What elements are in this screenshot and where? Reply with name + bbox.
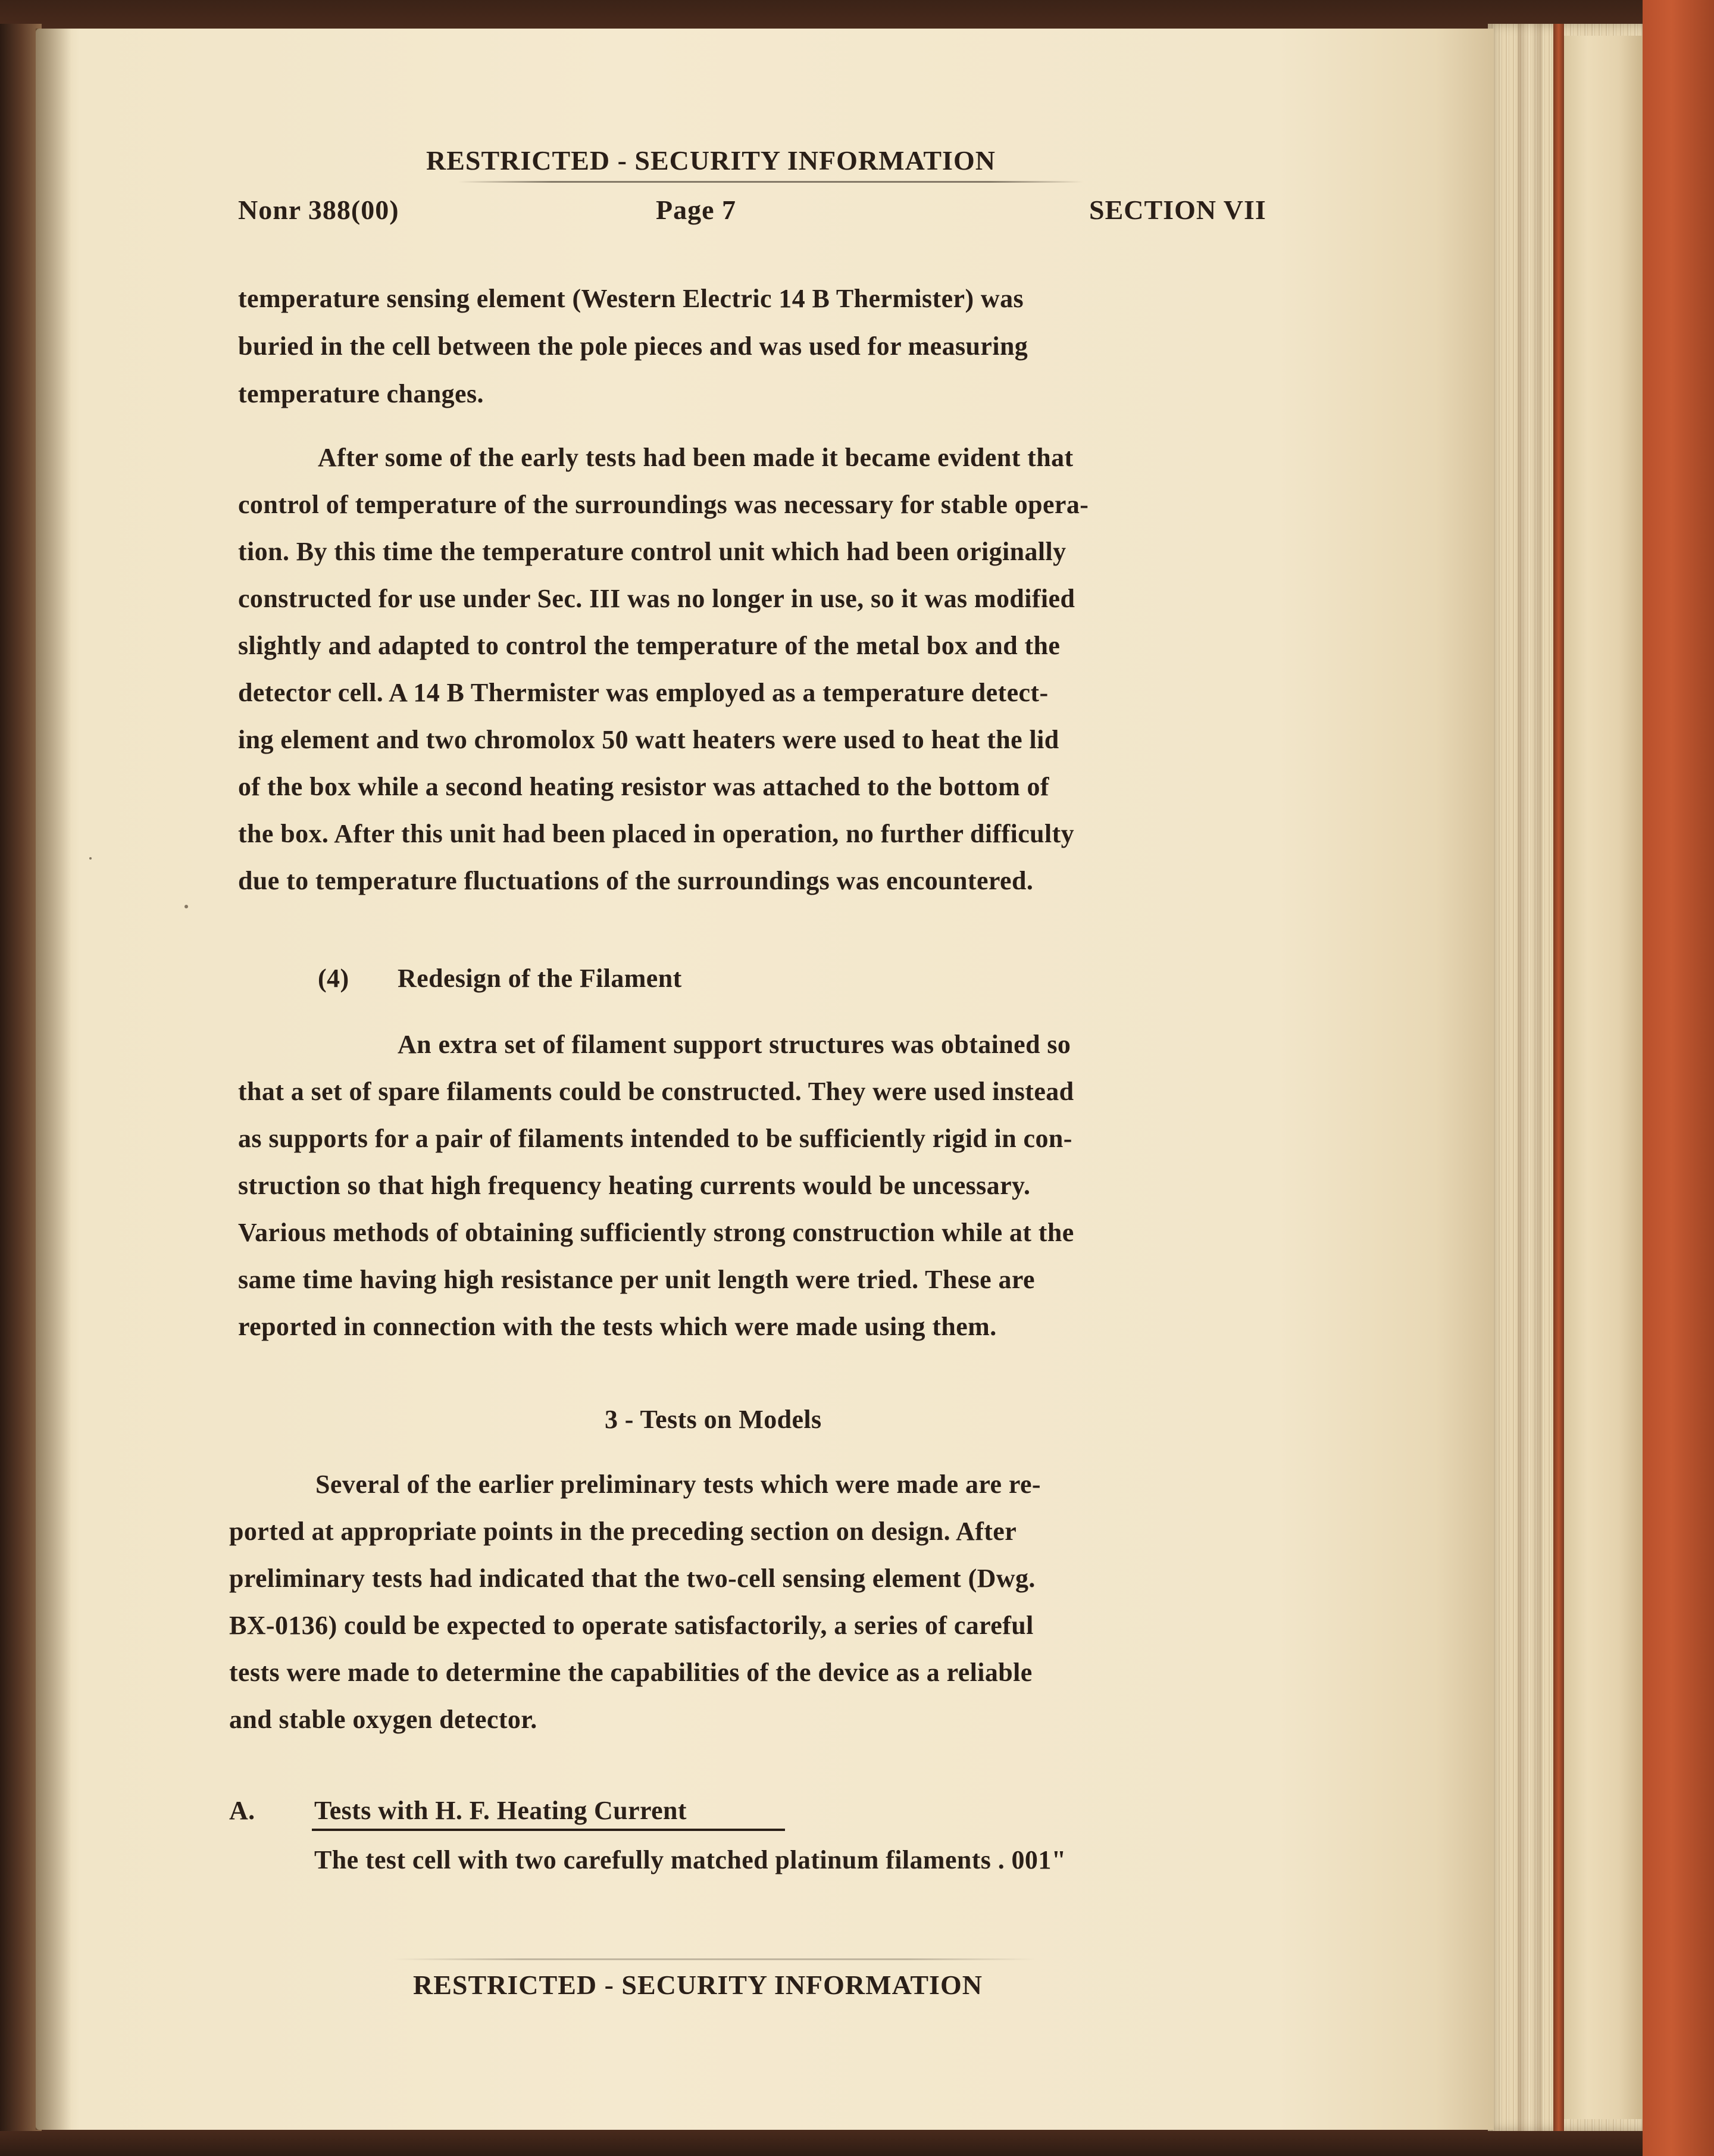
header-security-banner: RESTRICTED - SECURITY INFORMATION: [426, 145, 996, 176]
paragraph-line: ing element and two chromolox 50 watt heaters were used to heat the lid: [238, 725, 1059, 754]
paper-speck: [184, 905, 188, 908]
paragraph-line: preliminary tests had indicated that the two-cell sensing element (Dwg.: [229, 1564, 1036, 1593]
header-section: SECTION VII: [1089, 195, 1266, 225]
paragraph-line: struction so that high frequency heating currents would be uncessary.: [238, 1171, 1031, 1200]
paragraph-line: buried in the cell between the pole pieces and was used for measuring: [238, 332, 1028, 361]
paragraph-line: After some of the early tests had been made it became evident that: [318, 443, 1074, 472]
subsection-letter: A.: [229, 1796, 255, 1825]
subsection-title-underline: [312, 1829, 785, 1831]
subsection-number: (4): [318, 964, 349, 993]
footer-security-banner: RESTRICTED - SECURITY INFORMATION: [413, 1970, 983, 2000]
paragraph-line: An extra set of filament support structures was obtained so: [398, 1030, 1071, 1059]
header-contract-number: Nonr 388(00): [238, 195, 399, 225]
page-gutter-shadow: [36, 29, 71, 2130]
section-title: 3 - Tests on Models: [605, 1405, 822, 1434]
paragraph-line: that a set of spare filaments could be constructed. They were used instead: [238, 1077, 1074, 1106]
paragraph-line: The test cell with two carefully matched platinum filaments . 001": [314, 1845, 1066, 1874]
back-pages: [1564, 36, 1643, 2119]
paper-speck: [89, 857, 92, 860]
page-stack-band: [1518, 24, 1541, 2131]
paragraph-line: BX-0136) could be expected to operate satisfactorily, a series of careful: [229, 1611, 1034, 1640]
paragraph-line: and stable oxygen detector.: [229, 1705, 537, 1734]
paragraph-line: tion. By this time the temperature control unit which had been originally: [238, 537, 1066, 566]
paragraph-line: Various methods of obtaining sufficiently strong construction while at the: [238, 1218, 1074, 1247]
paragraph-line: Several of the earlier preliminary tests which were made are re-: [315, 1470, 1041, 1499]
paragraph-line: reported in connection with the tests which were made using them.: [238, 1312, 997, 1341]
page-stack: [1488, 24, 1643, 2131]
paragraph-line: as supports for a pair of filaments intended to be sufficiently rigid in con-: [238, 1124, 1072, 1153]
subsection-title: Redesign of the Filament: [398, 964, 682, 993]
page-stack-cover: [1553, 24, 1564, 2131]
paragraph-line: same time having high resistance per unit length were tried. These are: [238, 1265, 1035, 1294]
header-rule: [458, 181, 1083, 183]
header-page-number: Page 7: [656, 195, 737, 225]
paragraph-line: the box. After this unit had been placed in operation, no further difficulty: [238, 819, 1075, 848]
paragraph-line: slightly and adapted to control the temperature of the metal box and the: [238, 631, 1061, 660]
paragraph-line: due to temperature fluctuations of the surroundings was encountered.: [238, 866, 1034, 895]
paragraph-line: control of temperature of the surroundings was necessary for stable opera-: [238, 490, 1089, 519]
paragraph-line: temperature sensing element (Western Electric 14 B Thermister) was: [238, 284, 1024, 313]
paragraph-line: ported at appropriate points in the preceding section on design. After: [229, 1517, 1017, 1546]
paragraph-line: tests were made to determine the capabilities of the device as a reliable: [229, 1658, 1033, 1687]
paragraph-line: detector cell. A 14 B Thermister was employed as a temperature detect-: [238, 678, 1049, 707]
footer-rule: [393, 1958, 1036, 1960]
paragraph-line: of the box while a second heating resistor was attached to the bottom of: [238, 772, 1049, 801]
book-cover-edge: [1643, 0, 1714, 2156]
paragraph-line: temperature changes.: [238, 379, 484, 408]
subsection-title: Tests with H. F. Heating Current: [314, 1796, 687, 1825]
paragraph-line: constructed for use under Sec. III was no longer in use, so it was modified: [238, 584, 1075, 613]
